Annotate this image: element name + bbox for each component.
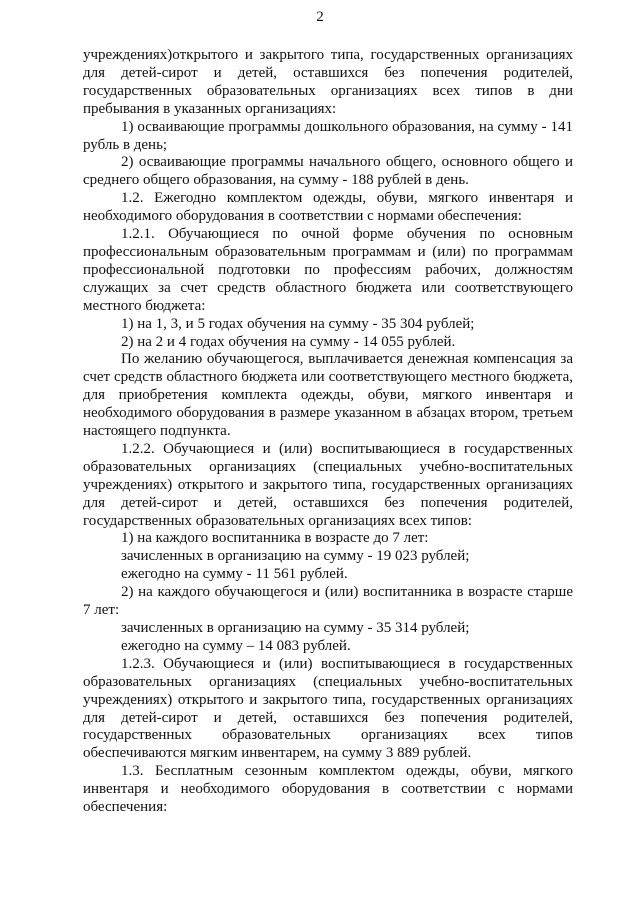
paragraph-school-amount: 2) осваивающие программы начального общего, основного общего и среднего общего образования, на сумму - 188 рублей в день. — [83, 154, 573, 189]
paragraph-under-7: 1) на каждого воспитанника в возрасте до 7 лет: — [121, 530, 429, 547]
document-body — [83, 47, 573, 817]
paragraph-section-1-3: 1.3. Бесплатным сезонным комплектом одежды, обуви, мягкого инвентаря и необходимого оборудования в соответствии с нормами обеспечения: — [83, 763, 573, 816]
paragraph-years-2-4: 2) на 2 и 4 годах обучения на сумму - 14 055 рублей. — [121, 333, 456, 350]
paragraph-compensation: По желанию обучающегося, выплачивается денежная компенсация за счет средств областного бюджета или соответствующего местного бюджета, для приобретения комплекта одежды, обуви, мягкого инвентаря и необходимого оборудования в размере указанном в абзацах втором, третьем настоящего подпункта. — [83, 351, 573, 440]
paragraph-over-7-annual: ежегодно на сумму – 14 083 рублей. — [121, 637, 351, 654]
paragraph-under-7-enrolled: зачисленных в организацию на сумму - 19 023 рублей; — [121, 548, 470, 565]
paragraph-preschool-amount: 1) осваивающие программы дошкольного образования, на сумму - 141 рубль в день; — [83, 118, 573, 153]
paragraph-section-1-2: 1.2. Ежегодно комплектом одежды, обуви, мягкого инвентаря и необходимого оборудования в соответствии с нормами обеспечения: — [83, 190, 573, 225]
paragraph-under-7-annual: ежегодно на сумму - 11 561 рублей. — [121, 566, 348, 583]
page-number: 2 — [316, 9, 324, 25]
paragraph-section-1-2-1: 1.2.1. Обучающиеся по очной форме обучения по основным профессиональным образовательным программам и (или) по программам профессиональной подготовки по профессиям рабочих, должностям служащих за счет средств областного бюджета или соответствующего местного бюджета: — [83, 226, 573, 314]
paragraph-over-7: 2) на каждого обучающегося и (или) воспитанника в возрасте старше 7 лет: — [83, 584, 573, 619]
paragraph-section-1-2-3: 1.2.3. Обучающиеся и (или) воспитывающиеся в государственных образовательных организациях (специальных учебно-воспитательных учреждениях) открытого и закрытого типа, государственных организациях для детей-сирот и детей, оставшихся без попечения родителей, государственных образовательных организациях всех типов обеспечиваются мягким инвентарем, на сумму 3 889 рублей. — [83, 655, 573, 762]
paragraph-continuation: учреждениях)открытого и закрытого типа, государственных организациях для детей-сирот и детей, оставшихся без попечения родителей, государственных образовательных организациях всех типов в дни пребывания в указанных организациях: — [83, 47, 573, 117]
paragraph-over-7-enrolled: зачисленных в организацию на сумму - 35 314 рублей; — [121, 620, 470, 636]
paragraph-section-1-2-2: 1.2.2. Обучающиеся и (или) воспитывающиеся в государственных образовательных организациях (специальных учебно-воспитательных учреждениях) открытого и закрытого типа, государственных организациях для детей-сирот и детей, оставшихся без попечения родителей, государственных образовательных организациях всех типов: — [83, 440, 573, 529]
paragraph-years-1-3-5: 1) на 1, 3, и 5 годах обучения на сумму - 35 304 рублей; — [121, 315, 475, 332]
